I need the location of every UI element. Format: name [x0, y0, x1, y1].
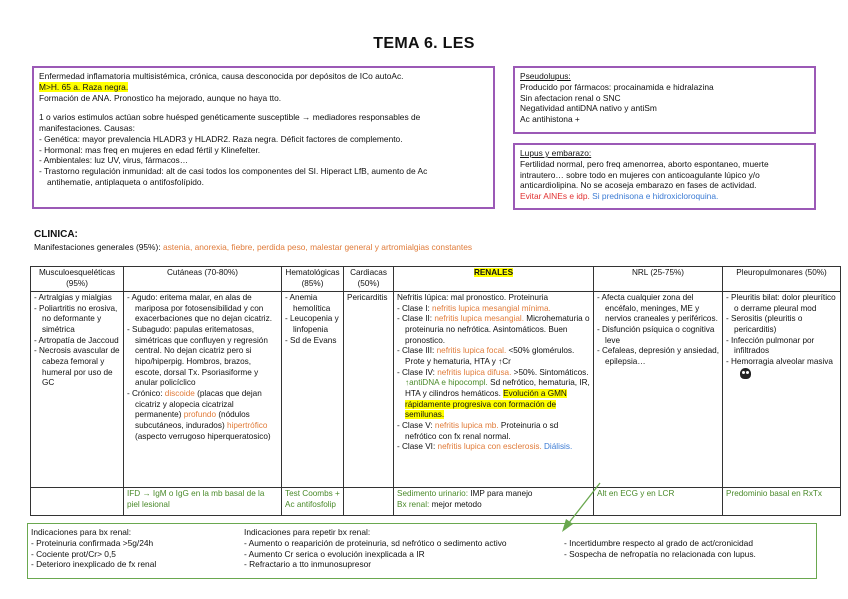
renales-class-desc: >50%. Sintomáticos.	[513, 367, 589, 377]
clinica-heading: CLINICA:	[34, 229, 78, 240]
header-cutaneas: Cutáneas (70-80%)	[124, 267, 282, 292]
list-item: - Agudo: eritema malar, en alas de mariposa por fotosensibilidad y con exacerbaciones que no dejan cicatriz.	[127, 293, 272, 324]
cutaneas-profundo: profundo	[183, 410, 217, 420]
pseudolupus-heading: Pseudolupus:	[520, 71, 571, 81]
cell-pleuro	[723, 292, 841, 488]
list-item: - Sd de Evans	[285, 335, 337, 345]
renales-class-desc: Proteinuria o sd nefrótico con fx renal normal.	[405, 420, 559, 441]
list-item: - Disfunción psíquica o cognitiva leve	[597, 324, 715, 345]
cell-nrl	[594, 292, 723, 488]
foot-renales-sedimento: Sedimento urinario:	[397, 489, 468, 498]
list-item: - Cefaleas, depresión y ansiedad, epilepsia…	[597, 346, 719, 366]
list-item: - Refractario a tto inmunosupresor	[244, 559, 372, 570]
embarazo-avoid: Evitar AINEs e idp.	[520, 191, 590, 201]
header-musculo: Musculoesqueléticas (95%)	[31, 267, 124, 292]
foot-pleuro: Predominio basal en RxTx	[723, 488, 841, 516]
renales-class-name: nefritis lupica focal.	[436, 346, 507, 356]
renales-class-name: nefritis lupica con esclerosis.	[437, 442, 542, 452]
cutaneas-hipertrofico: hipertrófico	[226, 420, 268, 430]
repeat-section	[244, 527, 507, 570]
renales-class-name: nefritis lupica mb.	[434, 420, 499, 430]
foot-cardio	[344, 488, 394, 516]
list-item: - Infección pulmonar por infiltrados	[726, 335, 815, 356]
header-hemato: Hematológicas (85%)	[282, 267, 344, 292]
renales-class-label: - Clase VI:	[397, 442, 436, 452]
intro-line: - Hormonal: mas freq en mujeres en edad fértil y Klinefelter.	[39, 144, 261, 155]
list-item: - Aumento Cr serica o evolución inexplicada a IR	[244, 548, 425, 559]
intro-line: 1 o varios estimulos actúan sobre huésped genéticamente susceptible → mediadores responsables de	[39, 112, 421, 123]
renales-class-desc: <50% glomérulos. Prote y hematuria, HTA y ↑Cr	[405, 346, 575, 366]
header-cardio: Cardiacas (50%)	[344, 267, 394, 292]
list-item: - Serositis (pleuritis o pericarditis)	[726, 314, 803, 334]
list-item: - Subagudo: papulas eritematosas, simétricas que confluyen y regresión central. No dejan cicatriz pero si hipo/hiperpig. Hombros, brazos, escote, dorsal Tx. Psoriasiforme y anular policíclico	[127, 324, 268, 388]
foot-renales-sedimento-desc: IMP para manejo	[470, 489, 533, 498]
renales-class-desc: Sd nefrótico, hematuria, IR, HTA y cilindros hemáticos.	[405, 378, 590, 398]
renales-class-dialisis: Diálisis.	[544, 442, 573, 452]
list-item	[397, 421, 590, 442]
cutaneas-discoide-desc: (placas que dejan cicatriz y alopecia cicatrizal permanente)	[135, 388, 262, 420]
embarazo-line: anticardiolipina. No se acoseja embarazo en fases de actividad.	[520, 180, 757, 191]
pseudolupus-box	[513, 66, 816, 134]
list-item: - Cociente prot/Cr> 0,5	[31, 548, 116, 559]
clinica-general	[34, 242, 472, 253]
bx-heading: Indicaciones para bx renal:	[31, 527, 132, 537]
cell-hemato	[282, 292, 344, 488]
renales-class-marker: ↑antiDNA e hipocompl.	[405, 378, 488, 388]
foot-cutaneas: IFD → IgM o IgG en la mb basal de la piel lesional	[124, 488, 282, 516]
renales-class-label: - Clase IV:	[397, 367, 435, 377]
list-item: - Pleuritis bilat: dolor pleurítico o derrame pleural mod	[726, 293, 836, 313]
header-renales	[394, 267, 594, 292]
foot-renales-bx-desc: mejor metodo	[431, 499, 482, 509]
list-item: - Deterioro inexplicado de fx renal	[31, 559, 157, 570]
embarazo-heading: Lupus y embarazo:	[520, 148, 592, 158]
list-item	[397, 314, 590, 346]
renales-class-name: nefritis lupica mesangial mínima.	[432, 303, 551, 313]
foot-renales-bx: Bx renal:	[397, 499, 430, 509]
cell-musculo	[31, 292, 124, 488]
foot-nrl: Alt en ECG y en LCR	[594, 488, 723, 516]
list-item: - Incertidumbre respecto al grado de act/cronicidad	[564, 538, 754, 548]
header-nrl: NRL (25-75%)	[594, 267, 723, 292]
intro-line: - Ambientales: luz UV, virus, fármacos…	[39, 155, 189, 166]
intro-box	[32, 66, 495, 209]
cutaneas-cronico-label: - Crónico:	[127, 388, 163, 398]
cell-cutaneas	[124, 292, 282, 488]
intro-line: Formación de ANA. Pronostico ha mejorado, aunque no haya tto.	[39, 92, 282, 103]
list-item	[726, 357, 837, 379]
list-item: - Anemia hemolítica	[285, 293, 331, 313]
cell-cardio	[344, 292, 394, 488]
renales-intro: Nefritis lúpica: mal pronostico. Proteinuria	[397, 293, 549, 302]
page-title: TEMA 6. LES	[373, 35, 475, 52]
pleuro-hemorragia: - Hemorragia alveolar masiva	[726, 356, 833, 366]
pseudolupus-line: Negatividad antiDNA nativo y antiSm	[520, 103, 657, 114]
embarazo-line: Fertilidad normal, pero freq amenorrea, aborto espontaneo, muerte	[520, 158, 769, 169]
list-item: - Aumento o reaparición de proteinuria, sd nefrótico o sedimento activo	[244, 537, 507, 548]
renales-class-label: - Clase III:	[397, 346, 435, 356]
pseudolupus-line: Sin afectacion renal o SNC	[520, 92, 621, 103]
intro-line: Enfermedad inflamatoria multisistémica, crónica, causa desconocida por depósitos de ICo autoAc.	[39, 71, 404, 81]
list-item: - Proteinuria confirmada >5g/24h	[31, 537, 154, 548]
renales-class-label: - Clase II:	[397, 314, 433, 324]
embarazo-allowed: Si prednisona e hidroxicloroquina.	[592, 191, 719, 201]
pseudolupus-line: Producido por fármacos: procainamida e hidralazina	[520, 81, 714, 92]
renales-class-desc: Microhematuria o proteinuria no nefrótica. Asintomáticos. Buen pronostico.	[405, 314, 590, 345]
list-item: - Artropatía de Jaccoud	[34, 335, 119, 345]
cutaneas-hipertrofico-desc: (aspecto verrugoso hiperqueratosico)	[135, 431, 271, 441]
list-item	[397, 346, 590, 367]
list-item: - Leucopenia y linfopenia	[285, 314, 339, 334]
header-renales-label: RENALES	[473, 268, 514, 277]
list-item: - Afecta cualquier zona del encéfalo, meninges, ME y nervios craneales y periféricos.	[597, 293, 718, 324]
list-item	[127, 389, 278, 442]
bx-section	[31, 527, 156, 570]
header-pleuro: Pleuropulmonares (50%)	[723, 267, 841, 292]
intro-line: antihematie, antiplaqueta o antifosfolípido.	[47, 176, 204, 187]
repeat-section-2	[564, 538, 756, 560]
clinica-general-value: astenia, anorexia, fiebre, perdida peso, malestar general y artromialgias constantes	[162, 242, 473, 252]
skull-icon	[740, 368, 751, 379]
indicaciones-box	[27, 523, 817, 579]
renales-class-highlight: Evolución a GMN rápidamente progresiva con formación de semilunas.	[405, 388, 567, 420]
pseudolupus-line: Ac antihistona +	[520, 114, 580, 124]
renales-class-label: - Clase I:	[397, 303, 430, 313]
renales-class-name: nefritis lupica mesangial.	[434, 314, 524, 324]
intro-highlight: M>H. 65 a. Raza negra.	[39, 81, 129, 92]
foot-musculo	[31, 488, 124, 516]
embarazo-box	[513, 143, 816, 210]
clinica-table	[30, 266, 841, 516]
list-item	[397, 442, 590, 453]
list-item: - Artralgias y mialgias	[34, 293, 112, 302]
list-item: - Necrosis avascular de cabeza femoral y humeral por uso de GC	[34, 346, 120, 388]
list-item	[397, 304, 590, 315]
list-item: Pericarditis	[347, 293, 388, 302]
list-item	[397, 368, 590, 421]
embarazo-line: intrautero… sobre todo en mujeres con anticoagulante lúpico y/o	[520, 169, 760, 180]
clinica-general-label: Manifestaciones generales (95%):	[34, 242, 161, 252]
renales-class-name: nefritis lupica difusa.	[437, 367, 512, 377]
renales-class-label: - Clase V:	[397, 420, 433, 430]
list-item: - Poliartritis no erosiva, no deformante y simétrica	[34, 303, 118, 334]
cutaneas-discoide: discoide	[164, 388, 195, 398]
cell-renales	[394, 292, 594, 488]
repeat-heading: Indicaciones para repetir bx renal:	[244, 527, 371, 537]
list-item: - Sospecha de nefropatía no relacionada con lupus.	[564, 548, 756, 559]
cutaneas-profundo-desc: (nódulos subcutáneos, indurados)	[135, 410, 250, 430]
intro-line: - Genética: mayor prevalencia HLADR3 y HLADR2. Raza negra. Déficit factores de complemento.	[39, 133, 403, 144]
intro-line: manifestaciones. Causas:	[39, 123, 135, 133]
foot-hemato: Test Coombs + Ac antifosfolip	[282, 488, 344, 516]
intro-line: - Trastorno regulación inmunidad: alt de casi todos los componentes del SI. Hiperact LfB, aumento de Ac	[39, 166, 428, 176]
